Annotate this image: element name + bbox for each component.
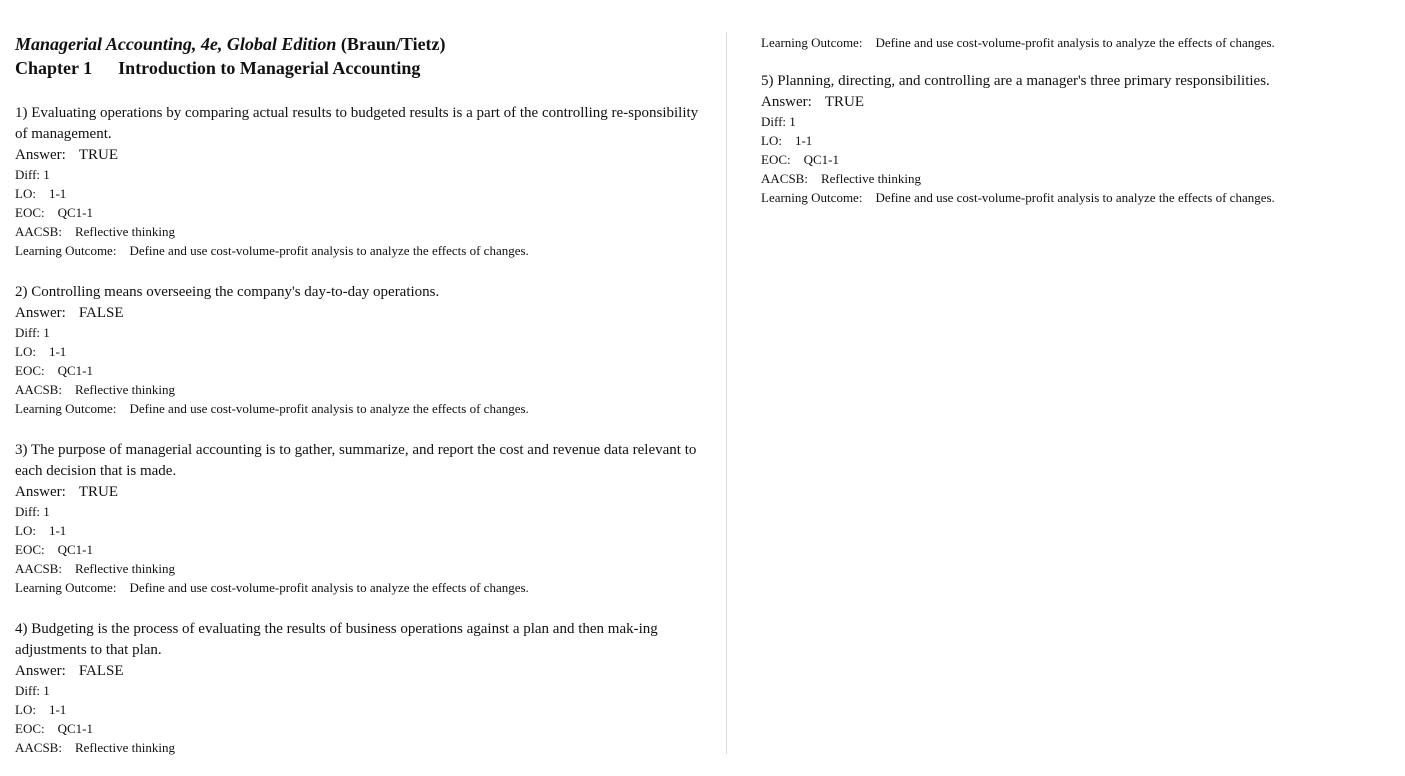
answer-label: Answer:: [15, 147, 66, 163]
lo-label: LO:: [15, 523, 36, 538]
eoc-value: QC1-1: [57, 542, 94, 557]
answer-value: TRUE: [78, 484, 118, 500]
learning-outcome-label: Learning Outcome:: [761, 190, 863, 205]
left-column: [15, 0, 705, 757]
lo-line: [15, 342, 705, 361]
question-5: [761, 71, 1391, 207]
eoc-line: [15, 203, 705, 222]
question-text: 3) The purpose of managerial accounting is to gather, summarize, and report the cost and revenue data relevant to each decision that is made.: [15, 442, 697, 479]
question-text: 5) Planning, directing, and controlling are a manager's three primary responsibilities.: [761, 73, 1270, 89]
column-divider: [726, 32, 727, 754]
diff-line: Diff: 1: [15, 504, 50, 519]
chapter-heading: [15, 55, 705, 81]
lo-value: 1-1: [48, 523, 67, 538]
learning-outcome-line: [15, 399, 705, 418]
aacsb-line: [15, 380, 705, 399]
aacsb-label: AACSB:: [15, 224, 62, 239]
answer-label: Answer:: [15, 484, 66, 500]
answer-line: [15, 661, 705, 681]
question-text: 4) Budgeting is the process of evaluating the results of business operations against a plan and then mak-ing adjustments to that plan.: [15, 621, 658, 658]
learning-outcome-label: Learning Outcome:: [15, 580, 117, 595]
eoc-value: QC1-1: [57, 721, 94, 736]
aacsb-value: Reflective thinking: [74, 382, 175, 397]
answer-label: Answer:: [761, 94, 812, 110]
learning-outcome-label: Learning Outcome:: [15, 243, 117, 258]
question-text: 2) Controlling means overseeing the company's day-to-day operations.: [15, 284, 440, 300]
aacsb-line: [15, 559, 705, 578]
eoc-label: EOC:: [15, 363, 45, 378]
learning-outcome-label: Learning Outcome:: [15, 401, 117, 416]
aacsb-label: AACSB:: [15, 382, 62, 397]
book-title: [15, 33, 705, 55]
learning-outcome-value: Define and use cost-volume-profit analysis to analyze the effects of changes.: [129, 580, 529, 595]
question-4: [15, 619, 705, 757]
lo-line: [15, 521, 705, 540]
carryover-learning-outcome-line: [761, 33, 1391, 52]
lo-label: LO:: [15, 702, 36, 717]
eoc-label: EOC:: [761, 152, 791, 167]
answer-line: [15, 482, 705, 502]
answer-value: TRUE: [78, 147, 118, 163]
eoc-value: QC1-1: [57, 363, 94, 378]
aacsb-line: [15, 222, 705, 241]
lo-label: LO:: [15, 344, 36, 359]
question-text: 1) Evaluating operations by comparing actual results to budgeted results is a part of the controlling re-sponsibility of management.: [15, 105, 699, 142]
question-3: [15, 440, 705, 597]
eoc-line: [761, 150, 1391, 169]
eoc-label: EOC:: [15, 721, 45, 736]
diff-line: Diff: 1: [761, 114, 796, 129]
learning-outcome-line: [15, 241, 705, 260]
lo-label: LO:: [15, 186, 36, 201]
learning-outcome-value: Define and use cost-volume-profit analysis to analyze the effects of changes.: [875, 190, 1275, 205]
eoc-line: [15, 361, 705, 380]
learning-outcome-value: Define and use cost-volume-profit analysis to analyze the effects of changes.: [129, 243, 529, 258]
lo-value: 1-1: [48, 702, 67, 717]
aacsb-value: Reflective thinking: [74, 561, 175, 576]
eoc-line: [15, 540, 705, 559]
answer-value: TRUE: [824, 94, 864, 110]
eoc-value: QC1-1: [57, 205, 94, 220]
aacsb-value: Reflective thinking: [74, 740, 175, 755]
answer-value: FALSE: [78, 305, 124, 321]
lo-line: [761, 131, 1391, 150]
answer-line: [761, 92, 1391, 112]
chapter-name: Introduction to Managerial Accounting: [118, 58, 421, 78]
book-title-authors: (Braun/Tietz): [340, 34, 446, 54]
diff-line: Diff: 1: [15, 167, 50, 182]
learning-outcome-value: Define and use cost-volume-profit analysis to analyze the effects of changes.: [129, 401, 529, 416]
learning-outcome-line: [761, 188, 1391, 207]
aacsb-value: Reflective thinking: [820, 171, 921, 186]
question-2: [15, 282, 705, 418]
aacsb-value: Reflective thinking: [74, 224, 175, 239]
eoc-label: EOC:: [15, 542, 45, 557]
lo-value: 1-1: [48, 186, 67, 201]
learning-outcome-line: [15, 578, 705, 597]
aacsb-label: AACSB:: [761, 171, 808, 186]
aacsb-line: [15, 738, 705, 757]
lo-label: LO:: [761, 133, 782, 148]
lo-line: [15, 700, 705, 719]
eoc-line: [15, 719, 705, 738]
answer-label: Answer:: [15, 305, 66, 321]
aacsb-line: [761, 169, 1391, 188]
answer-line: [15, 303, 705, 323]
answer-value: FALSE: [78, 663, 124, 679]
eoc-label: EOC:: [15, 205, 45, 220]
aacsb-label: AACSB:: [15, 740, 62, 755]
learning-outcome-value: Define and use cost-volume-profit analysis to analyze the effects of changes.: [875, 35, 1275, 50]
learning-outcome-label: Learning Outcome:: [761, 35, 863, 50]
question-1: [15, 103, 705, 260]
answer-label: Answer:: [15, 663, 66, 679]
diff-line: Diff: 1: [15, 683, 50, 698]
eoc-value: QC1-1: [803, 152, 840, 167]
diff-line: Diff: 1: [15, 325, 50, 340]
lo-value: 1-1: [48, 344, 67, 359]
answer-line: [15, 145, 705, 165]
aacsb-label: AACSB:: [15, 561, 62, 576]
book-title-main: Managerial Accounting, 4e, Global Edition: [15, 34, 337, 54]
lo-value: 1-1: [794, 133, 813, 148]
lo-line: [15, 184, 705, 203]
chapter-label: Chapter 1: [15, 58, 93, 78]
right-column: [761, 0, 1391, 207]
